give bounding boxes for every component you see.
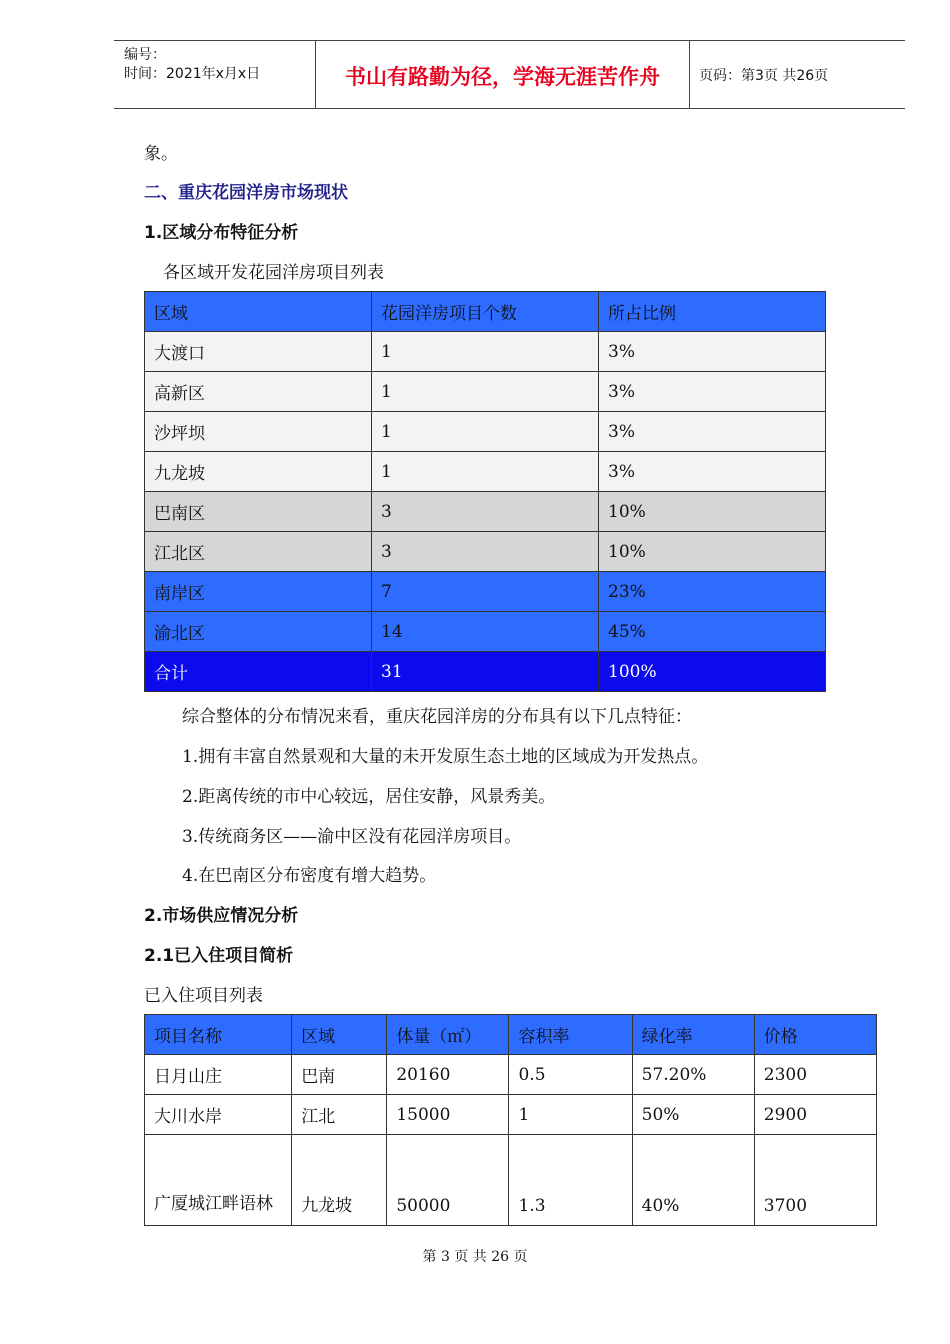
table-cell: 高新区 [145,372,372,412]
table-cell: 1 [372,332,599,372]
section-2-heading: 二、重庆花园洋房市场现状 [144,183,348,203]
page-header [114,40,905,109]
table-header-cell: 价格 [754,1015,876,1055]
table-cell: 50000 [387,1135,509,1226]
paragraph-tail: 象。 [144,144,178,164]
subsection-2-1-heading: 2.1已入住项目简析 [144,946,294,966]
table-cell: 3700 [754,1135,876,1226]
table-row [145,1095,877,1135]
table-row [145,332,826,372]
document-time-label: 时间：2021年x月x日 [124,66,261,82]
table-cell: 巴南区 [145,492,372,532]
table-header-cell: 区域 [145,292,372,332]
table-header-cell: 体量（㎡） [387,1015,509,1055]
table-cell: 7 [372,572,599,612]
table-cell: 江北区 [145,532,372,572]
table-cell: 九龙坡 [145,452,372,492]
table-cell: 1 [372,412,599,452]
feature-point-3: 3.传统商务区——渝中区没有花园洋房项目。 [182,827,522,847]
table-cell: 23% [599,572,826,612]
table-header-cell: 花园洋房项目个数 [372,292,599,332]
table-row [145,532,826,572]
table-cell: 大川水岸 [145,1095,292,1135]
subsection-2-heading: 2.市场供应情况分析 [144,906,299,926]
table-cell: 巴南 [292,1055,387,1095]
table-cell: 57.20% [632,1055,754,1095]
header-motto: 书山有路勤为径，学海无涯苦作舟 [345,65,660,89]
header-page-cell [690,41,905,108]
table-header-cell: 容积率 [509,1015,632,1055]
table-row [145,372,826,412]
table-row [145,1135,877,1226]
document-number-label: 编号： [124,47,166,63]
table-cell: 50% [632,1095,754,1135]
table-cell: 日月山庄 [145,1055,292,1095]
table-cell: 3 [372,492,599,532]
table-total-row [145,652,826,692]
table-cell: 3% [599,452,826,492]
table-cell: 渝北区 [145,612,372,652]
subsection-1-heading: 1.区域分布特征分析 [144,223,299,243]
header-meta-cell [114,41,316,108]
table-cell: 15000 [387,1095,509,1135]
table-cell: 10% [599,532,826,572]
feature-point-2: 2.距离传统的市中心较远，居住安静，风景秀美。 [182,787,556,807]
table-cell: 合计 [145,652,372,692]
header-motto-cell [316,41,690,108]
table-cell: 2300 [754,1055,876,1095]
region-distribution-table [144,291,826,692]
table-cell: 大渡口 [145,332,372,372]
table-cell: 2900 [754,1095,876,1135]
table-cell: 14 [372,612,599,652]
table-row [145,412,826,452]
summary-intro: 综合整体的分布情况来看，重庆花园洋房的分布具有以下几点特征： [182,707,692,727]
table-cell: 10% [599,492,826,532]
feature-point-1: 1.拥有丰富自然景观和大量的未开发原生态土地的区域成为开发热点。 [182,747,709,767]
table-cell: 45% [599,612,826,652]
table-header-cell: 项目名称 [145,1015,292,1055]
table-cell: 20160 [387,1055,509,1095]
table-cell: 3 [372,532,599,572]
table-cell: 3% [599,332,826,372]
table-header-cell: 区域 [292,1015,387,1055]
table-cell: 100% [599,652,826,692]
table-cell: 31 [372,652,599,692]
table-row [145,572,826,612]
table-cell: 江北 [292,1095,387,1135]
table-cell: 1 [372,372,599,412]
table2-caption: 已入住项目列表 [144,986,263,1006]
table-cell: 3% [599,372,826,412]
table-row [145,452,826,492]
table-header-row [145,1015,877,1055]
table-cell: 南岸区 [145,572,372,612]
table-row [145,612,826,652]
occupied-projects-table [144,1014,877,1226]
table-cell: 1 [509,1095,632,1135]
table-row [145,492,826,532]
table-cell: 九龙坡 [292,1135,387,1226]
table-row [145,1055,877,1095]
table-header-cell: 所占比例 [599,292,826,332]
table-header-cell: 绿化率 [632,1015,754,1055]
table-cell: 40% [632,1135,754,1226]
table-cell: 广厦城江畔语林 [145,1135,292,1226]
page-footer: 第 3 页 共 26 页 [422,1249,528,1265]
table-cell: 1.3 [509,1135,632,1226]
table-header-row [145,292,826,332]
table-cell: 3% [599,412,826,452]
table1-caption: 各区域开发花园洋房项目列表 [163,263,384,283]
header-page-label: 页码：第3页 共26页 [699,68,829,84]
feature-point-4: 4.在巴南区分布密度有增大趋势。 [182,866,437,886]
table-cell: 1 [372,452,599,492]
table-cell: 沙坪坝 [145,412,372,452]
table-cell: 0.5 [509,1055,632,1095]
